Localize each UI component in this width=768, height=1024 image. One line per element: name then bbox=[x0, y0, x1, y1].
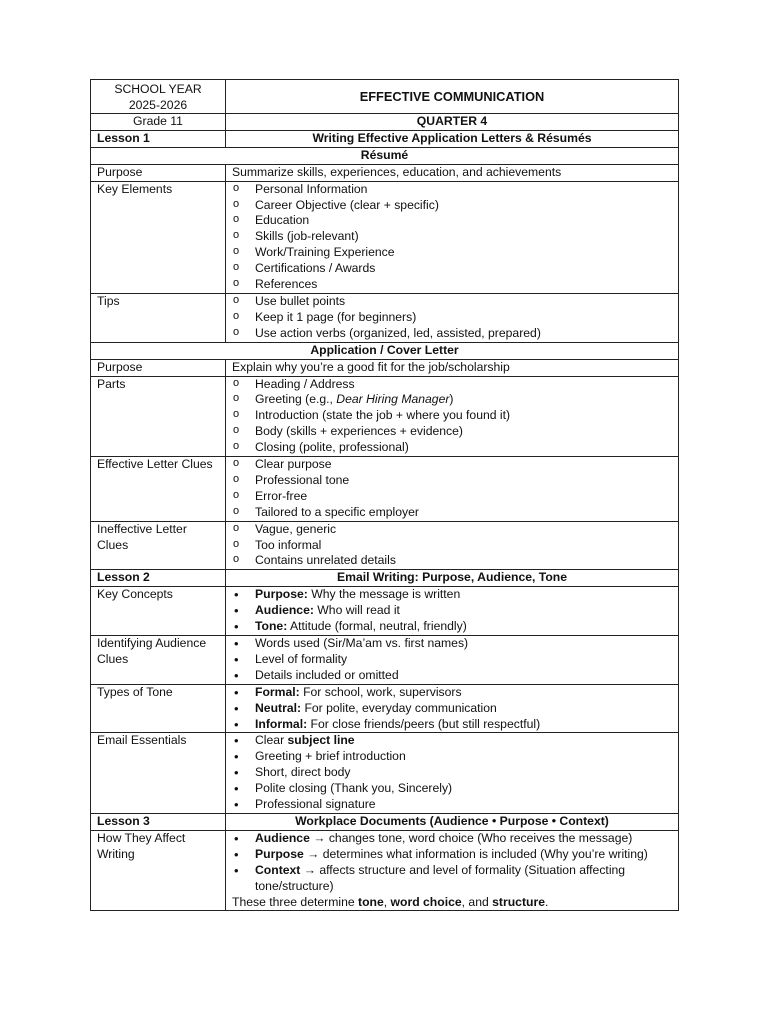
letter-purpose-label: Purpose bbox=[91, 359, 226, 376]
school-year-value: 2025-2026 bbox=[128, 98, 188, 112]
list-item: • Professional signature bbox=[232, 797, 672, 813]
greeting-prefix: Greeting (e.g., bbox=[255, 392, 337, 407]
term: Context bbox=[255, 862, 301, 877]
list-item bbox=[232, 717, 672, 733]
header-row-school-year bbox=[91, 80, 679, 114]
school-year-label: SCHOOL YEAR bbox=[114, 82, 202, 96]
list-item: • Details included or omitted bbox=[232, 668, 672, 684]
term: Tone: bbox=[255, 619, 288, 634]
list-item: • Words used (Sir/Ma’am vs. first names) bbox=[232, 636, 672, 652]
lesson-1-row bbox=[91, 130, 679, 147]
list-item bbox=[232, 831, 672, 847]
definition: → determines what information is included (Why you’re writing) bbox=[303, 846, 648, 861]
summary-keyword: tone bbox=[358, 894, 384, 909]
list-item: • Short, direct body bbox=[232, 765, 672, 781]
audience-clues-cell bbox=[226, 636, 679, 685]
lesson-summary-table bbox=[90, 79, 679, 911]
list-item: o Too informal bbox=[232, 538, 672, 554]
lesson-3-title: Workplace Documents (Audience • Purpose • Context) bbox=[226, 813, 679, 830]
resume-purpose-label: Purpose bbox=[91, 164, 226, 181]
resume-heading: Résumé bbox=[91, 147, 679, 164]
summary-text: , and bbox=[461, 894, 493, 909]
list-item: • Greeting + brief introduction bbox=[232, 749, 672, 765]
how-they-affect-row bbox=[91, 830, 679, 911]
term: Purpose: bbox=[255, 587, 308, 602]
tone-types-list bbox=[232, 685, 672, 733]
definition: → affects structure and level of formality (Situation affecting tone/structure) bbox=[255, 862, 626, 893]
list-item: o Personal Information bbox=[232, 182, 672, 198]
list-item: o Skills (job-relevant) bbox=[232, 229, 672, 245]
how-they-affect-label: How They Affect Writing bbox=[91, 830, 226, 911]
lesson-2-label: Lesson 2 bbox=[91, 570, 226, 587]
list-item bbox=[232, 587, 672, 603]
summary-keyword: structure bbox=[492, 894, 545, 909]
audience-clues-label: Identifying Audience Clues bbox=[91, 636, 226, 685]
term: Purpose bbox=[255, 846, 304, 861]
key-concepts-row bbox=[91, 587, 679, 636]
effective-clues-label: Effective Letter Clues bbox=[91, 457, 226, 522]
list-item: o Clear purpose bbox=[232, 457, 672, 473]
summary-line bbox=[232, 895, 672, 911]
effective-clues-row bbox=[91, 457, 679, 522]
definition: For school, work, supervisors bbox=[299, 684, 462, 699]
list-item: o Vague, generic bbox=[232, 522, 672, 538]
summary-text: , bbox=[383, 894, 391, 909]
cover-letter-heading-row bbox=[91, 342, 679, 359]
term: Formal: bbox=[255, 684, 300, 699]
key-concepts-label: Key Concepts bbox=[91, 587, 226, 636]
list-item: o References bbox=[232, 277, 672, 293]
list-item bbox=[232, 392, 672, 408]
list-item: o Keep it 1 page (for beginners) bbox=[232, 310, 672, 326]
list-item: o Use action verbs (organized, led, assisted, prepared) bbox=[232, 326, 672, 342]
effective-clues-list bbox=[232, 457, 672, 521]
list-item: • Level of formality bbox=[232, 652, 672, 668]
key-concepts-cell bbox=[226, 587, 679, 636]
lesson-3-label: Lesson 3 bbox=[91, 813, 226, 830]
tone-types-row bbox=[91, 684, 679, 733]
resume-tips-list bbox=[232, 294, 672, 342]
email-essentials-cell bbox=[226, 733, 679, 814]
tone-types-label: Types of Tone bbox=[91, 684, 226, 733]
lesson-1-label: Lesson 1 bbox=[91, 130, 226, 147]
list-item bbox=[232, 685, 672, 701]
list-item: o Error-free bbox=[232, 489, 672, 505]
list-item: o Heading / Address bbox=[232, 377, 672, 393]
ineffective-clues-list bbox=[232, 522, 672, 570]
ineffective-clues-label: Ineffective Letter Clues bbox=[91, 521, 226, 570]
letter-parts-cell bbox=[226, 376, 679, 457]
list-item: o Professional tone bbox=[232, 473, 672, 489]
list-item: o Tailored to a specific employer bbox=[232, 505, 672, 521]
resume-key-elements-label: Key Elements bbox=[91, 181, 226, 293]
header-row-grade bbox=[91, 114, 679, 131]
email-essentials-list bbox=[232, 733, 672, 813]
letter-parts-list bbox=[232, 377, 672, 457]
ineffective-clues-cell bbox=[226, 521, 679, 570]
greeting-example: Dear Hiring Manager bbox=[336, 392, 450, 407]
quarter-label: QUARTER 4 bbox=[226, 114, 679, 131]
resume-purpose-text: Summarize skills, experiences, education, and achievements bbox=[226, 164, 679, 181]
definition: → changes tone, word choice (Who receives the message) bbox=[309, 830, 633, 845]
effective-clues-cell bbox=[226, 457, 679, 522]
list-item: o Career Objective (clear + specific) bbox=[232, 198, 672, 214]
list-item: o Introduction (state the job + where you found it) bbox=[232, 408, 672, 424]
definition: Why the message is written bbox=[307, 587, 461, 602]
lesson-2-row bbox=[91, 570, 679, 587]
lesson-2-title: Email Writing: Purpose, Audience, Tone bbox=[226, 570, 679, 587]
tone-types-cell bbox=[226, 684, 679, 733]
list-item bbox=[232, 847, 672, 863]
list-item: o Use bullet points bbox=[232, 294, 672, 310]
resume-tips-cell bbox=[226, 293, 679, 342]
resume-tips-row bbox=[91, 293, 679, 342]
list-item: o Education bbox=[232, 213, 672, 229]
list-item: • Polite closing (Thank you, Sincerely) bbox=[232, 781, 672, 797]
list-item: o Closing (polite, professional) bbox=[232, 440, 672, 456]
lesson-1-title: Writing Effective Application Letters & Résumés bbox=[226, 130, 679, 147]
resume-key-elements-cell bbox=[226, 181, 679, 293]
ineffective-clues-row bbox=[91, 521, 679, 570]
term: Audience: bbox=[255, 603, 314, 618]
letter-parts-label: Parts bbox=[91, 376, 226, 457]
resume-purpose-row bbox=[91, 164, 679, 181]
subject-title: EFFECTIVE COMMUNICATION bbox=[226, 80, 679, 114]
list-item bbox=[232, 733, 672, 749]
definition: For polite, everyday communication bbox=[301, 700, 497, 715]
essential-prefix: Clear bbox=[255, 733, 288, 748]
term: Informal: bbox=[255, 716, 308, 731]
how-they-affect-cell bbox=[226, 830, 679, 911]
school-year-cell bbox=[91, 80, 226, 114]
list-item: o Contains unrelated details bbox=[232, 553, 672, 569]
cover-letter-heading: Application / Cover Letter bbox=[91, 342, 679, 359]
term: Neutral: bbox=[255, 700, 302, 715]
summary-keyword: word choice bbox=[390, 894, 462, 909]
list-item bbox=[232, 619, 672, 635]
definition: Attitude (formal, neutral, friendly) bbox=[287, 619, 467, 634]
resume-section-heading-row bbox=[91, 147, 679, 164]
grade-label: Grade 11 bbox=[91, 114, 226, 131]
audience-clues-row bbox=[91, 636, 679, 685]
email-essentials-row bbox=[91, 733, 679, 814]
definition: For close friends/peers (but still respectful) bbox=[307, 716, 541, 731]
term: Audience bbox=[255, 830, 310, 845]
lesson-3-row bbox=[91, 813, 679, 830]
essential-bold: subject line bbox=[287, 733, 355, 748]
resume-key-elements-list bbox=[232, 182, 672, 293]
letter-purpose-row bbox=[91, 359, 679, 376]
letter-parts-row bbox=[91, 376, 679, 457]
list-item bbox=[232, 603, 672, 619]
email-essentials-label: Email Essentials bbox=[91, 733, 226, 814]
list-item bbox=[232, 701, 672, 717]
summary-text: . bbox=[544, 894, 549, 909]
key-concepts-list bbox=[232, 587, 672, 635]
summary-text: These three determine bbox=[232, 894, 359, 909]
list-item bbox=[232, 863, 672, 895]
letter-purpose-text: Explain why you’re a good fit for the job/scholarship bbox=[226, 359, 679, 376]
definition: Who will read it bbox=[313, 603, 400, 618]
audience-clues-list bbox=[232, 636, 672, 684]
resume-key-elements-row bbox=[91, 181, 679, 293]
list-item: o Certifications / Awards bbox=[232, 261, 672, 277]
list-item: o Body (skills + experiences + evidence) bbox=[232, 424, 672, 440]
resume-tips-label: Tips bbox=[91, 293, 226, 342]
list-item: o Work/Training Experience bbox=[232, 245, 672, 261]
how-they-affect-list bbox=[232, 831, 672, 895]
greeting-suffix: ) bbox=[449, 392, 454, 407]
